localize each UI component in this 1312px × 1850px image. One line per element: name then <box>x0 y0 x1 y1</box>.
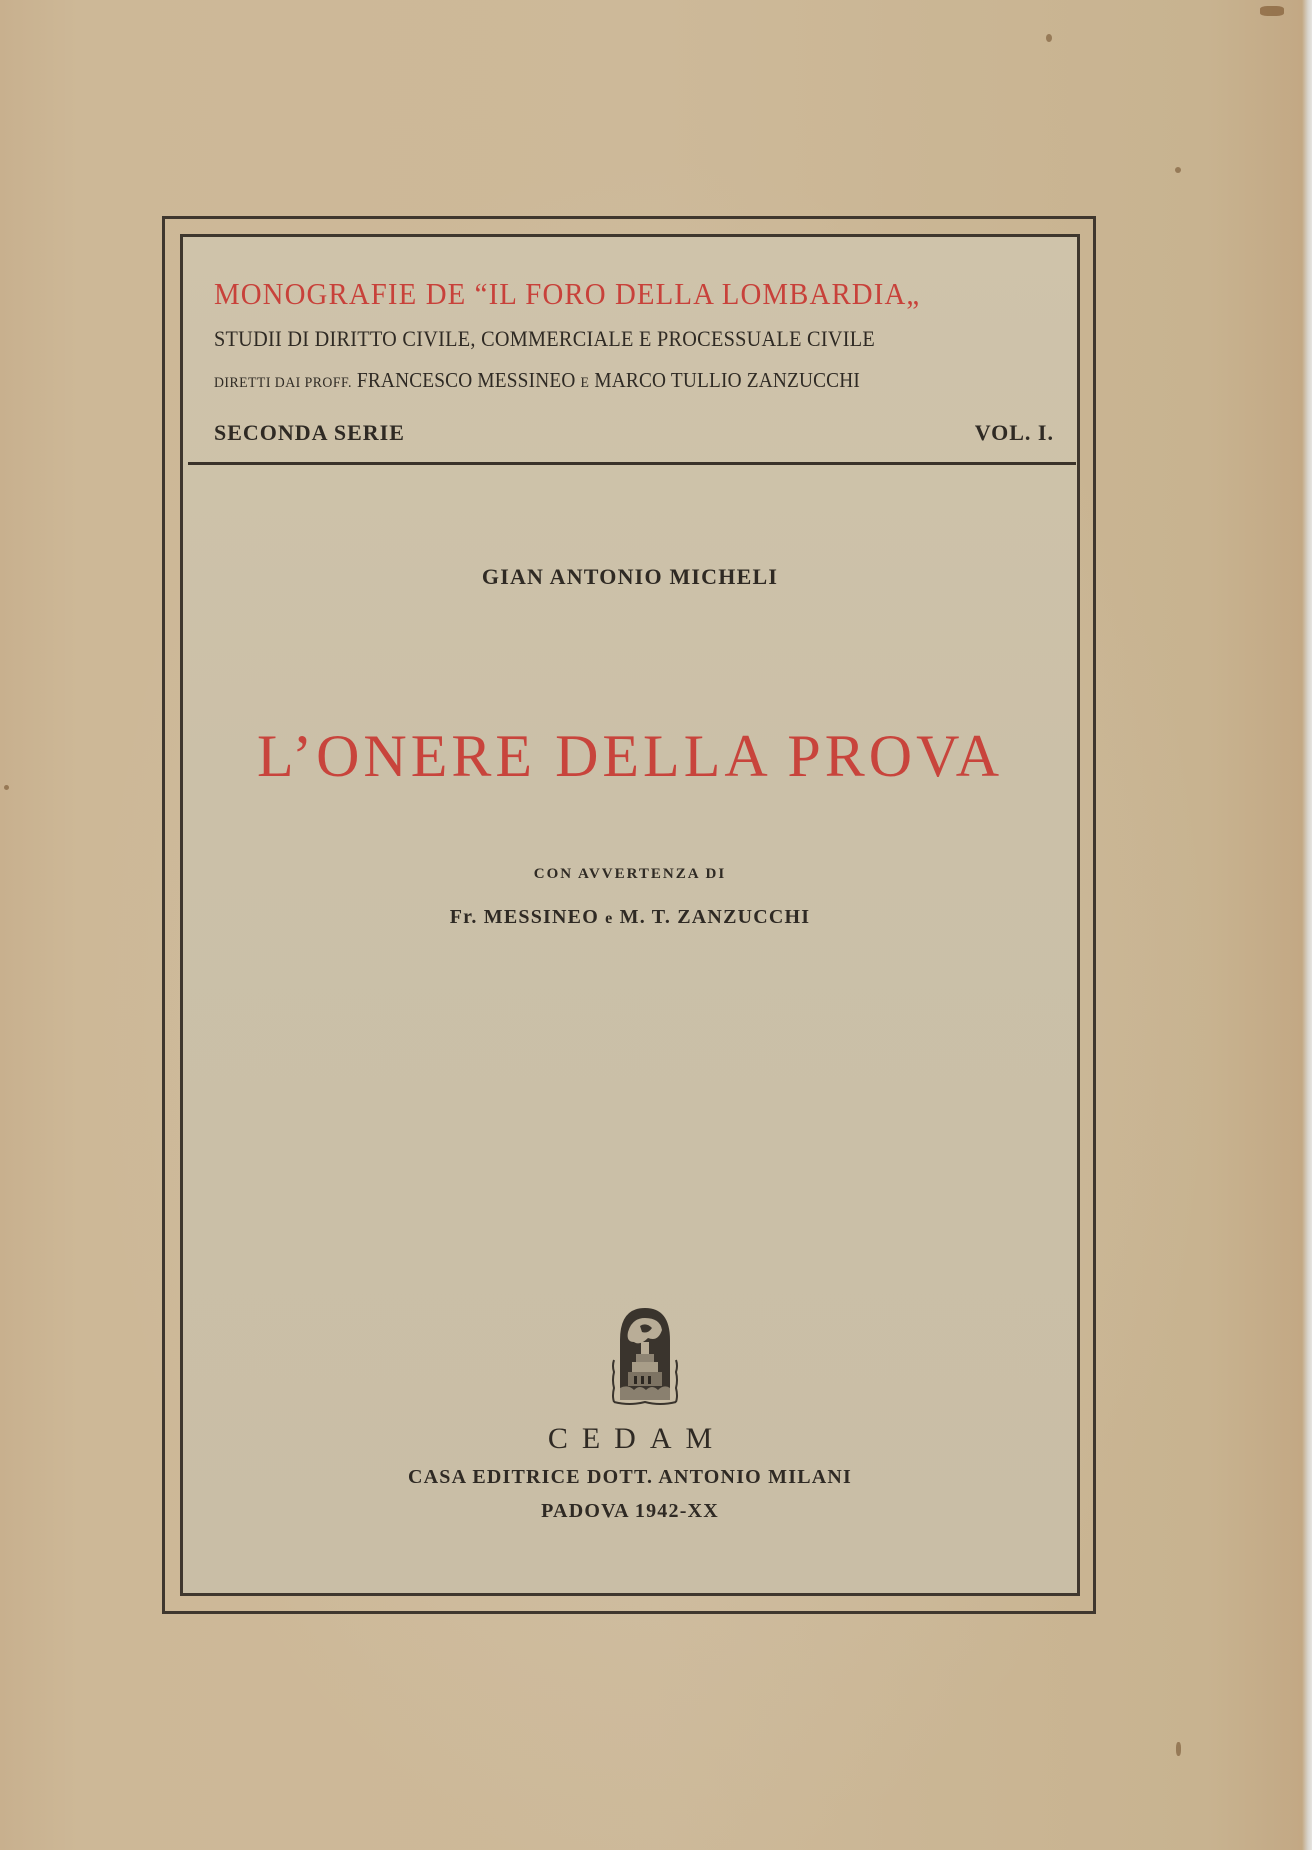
page-edge-shadow <box>1302 0 1312 1850</box>
series-subtitle: STUDII DI DIRITTO CIVILE, COMMERCIALE E PROCESSUALE CIVILE <box>214 326 876 351</box>
paper-spot <box>1046 34 1052 42</box>
series-directors <box>214 368 992 393</box>
header-divider <box>188 462 1076 465</box>
paper-spot <box>1175 167 1181 173</box>
publication-place-year: PADOVA 1942-XX <box>541 1500 719 1522</box>
paper-spot <box>1176 1742 1181 1756</box>
volume-label: VOL. I. <box>974 420 1054 445</box>
director-name: MARCO TULLIO ZANZUCCHI <box>589 368 860 392</box>
publisher-full-name: CASA EDITRICE DOTT. ANTONIO MILANI <box>407 1466 853 1488</box>
book-title: L’ONERE DELLA PROVA <box>256 723 1004 789</box>
series-label: SECONDA SERIE <box>214 420 405 445</box>
book-author: GIAN ANTONIO MICHELI <box>481 564 779 589</box>
preface-author: Fr. MESSINEO <box>449 906 606 928</box>
series-volume-row <box>214 420 1054 446</box>
directors-prefix: DIRETTI DAI <box>214 375 305 391</box>
paper-spot <box>1260 6 1284 16</box>
directors-proff: PROFF. <box>304 375 352 391</box>
directors-conjunction: E <box>580 375 590 391</box>
publisher-name: CEDAM <box>547 1422 727 1455</box>
preface-conjunction: e <box>605 910 614 927</box>
preface-author: M. T. ZANZUCCHI <box>613 906 811 928</box>
preface-label: CON AVVERTENZA DI <box>533 866 727 882</box>
paper-spot <box>4 785 9 790</box>
preface-authors <box>180 906 1080 929</box>
cedam-printer-mark-icon <box>610 1302 680 1412</box>
director-name: FRANCESCO MESSINEO <box>351 368 581 392</box>
series-title: MONOGRAFIE DE “IL FORO DELLA LOMBARDIA„ <box>214 276 921 311</box>
